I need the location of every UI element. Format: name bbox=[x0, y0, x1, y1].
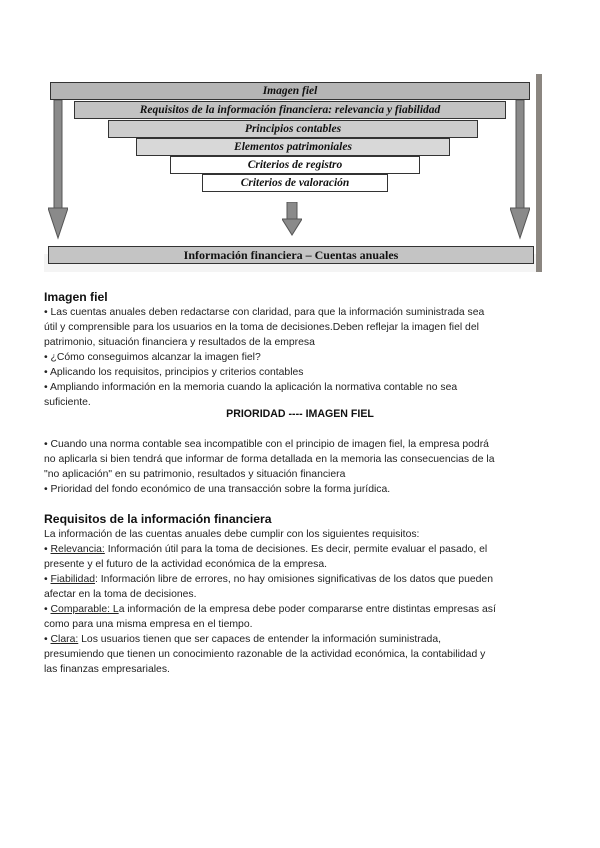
center-down-arrow-icon bbox=[282, 202, 302, 236]
figure-edge bbox=[536, 74, 542, 272]
paragraph-line: presente y el futuro de la actividad económica de la empresa. bbox=[44, 559, 328, 570]
term-clara: Clara: bbox=[50, 634, 79, 645]
level-principios: Principios contables bbox=[108, 120, 478, 138]
paragraph-line: • Cuando una norma contable sea incompatible con el principio de imagen fiel, la empresa podrá bbox=[44, 439, 489, 450]
requisito-fiabilidad: • Fiabilidad: Información libre de errores, no hay omisiones significativas de los datos que pueden bbox=[44, 574, 493, 585]
left-down-arrow-icon bbox=[48, 100, 68, 240]
level-imagen-fiel: Imagen fiel bbox=[50, 82, 530, 100]
paragraph-line: • Ampliando información en la memoria cuando la aplicación la normativa contable no sea bbox=[44, 382, 458, 393]
requisito-comparable: • Comparable: La información de la empresa debe poder compararse entre distintas empresas así bbox=[44, 604, 496, 615]
hierarchy-diagram bbox=[44, 74, 542, 272]
paragraph-line: como para una misma empresa en el tiempo. bbox=[44, 619, 253, 630]
result-bar: Información financiera – Cuentas anuales bbox=[48, 246, 534, 264]
right-down-arrow-icon bbox=[510, 100, 530, 240]
paragraph-line: presumiendo que tienen un conocimiento razonable de la actividad económica, la contabilidad y bbox=[44, 649, 486, 660]
paragraph-line: las finanzas empresariales. bbox=[44, 664, 170, 675]
paragraph-line: • Las cuentas anuales deben redactarse con claridad, para que la información suministrada sea bbox=[44, 307, 485, 318]
level-elementos: Elementos patrimoniales bbox=[136, 138, 450, 156]
section-title-requisitos: Requisitos de la información financiera bbox=[44, 512, 272, 526]
level-criterios-valoracion: Criterios de valoración bbox=[202, 174, 388, 192]
term-relevancia: Relevancia: bbox=[50, 544, 105, 555]
requisito-clara: • Clara: Los usuarios tienen que ser capaces de entender la información suministrada, bbox=[44, 634, 441, 645]
paragraph-line: patrimonio, situación financiera y resultados de la empresa bbox=[44, 337, 315, 348]
section-title-imagen-fiel: Imagen fiel bbox=[44, 290, 108, 304]
paragraph-line: • Prioridad del fondo económico de una transacción sobre la forma jurídica. bbox=[44, 484, 391, 495]
paragraph-line: suficiente. bbox=[44, 397, 91, 408]
paragraph-line: no aplicarla si bien tendrá que informar de forma detallada en la memoria las consecuencias de la bbox=[44, 454, 495, 465]
priority-heading: PRIORIDAD ---- IMAGEN FIEL bbox=[226, 408, 374, 420]
paragraph-line: • ¿Cómo conseguimos alcanzar la imagen fiel? bbox=[44, 352, 261, 363]
level-criterios-registro: Criterios de registro bbox=[170, 156, 420, 174]
level-requisitos: Requisitos de la información financiera: relevancia y fiabilidad bbox=[74, 101, 506, 119]
paragraph-line: afectar en la toma de decisiones. bbox=[44, 589, 197, 600]
term-fiabilidad: Fiabilidad bbox=[50, 574, 96, 585]
term-comparable: Comparable: L bbox=[50, 604, 119, 615]
paragraph-line: • Aplicando los requisitos, principios y criterios contables bbox=[44, 367, 304, 378]
intro-line: La información de las cuentas anuales debe cumplir con los siguientes requisitos: bbox=[44, 529, 420, 540]
paragraph-line: útil y comprensible para los usuarios en la toma de decisiones.Deben reflejar la imagen fiel del bbox=[44, 322, 479, 333]
requisito-relevancia: • Relevancia: Información útil para la toma de decisiones. Es decir, permite evaluar el pasado, el bbox=[44, 544, 488, 555]
paragraph-line: "no aplicación" en su patrimonio, resultados y situación financiera bbox=[44, 469, 346, 480]
